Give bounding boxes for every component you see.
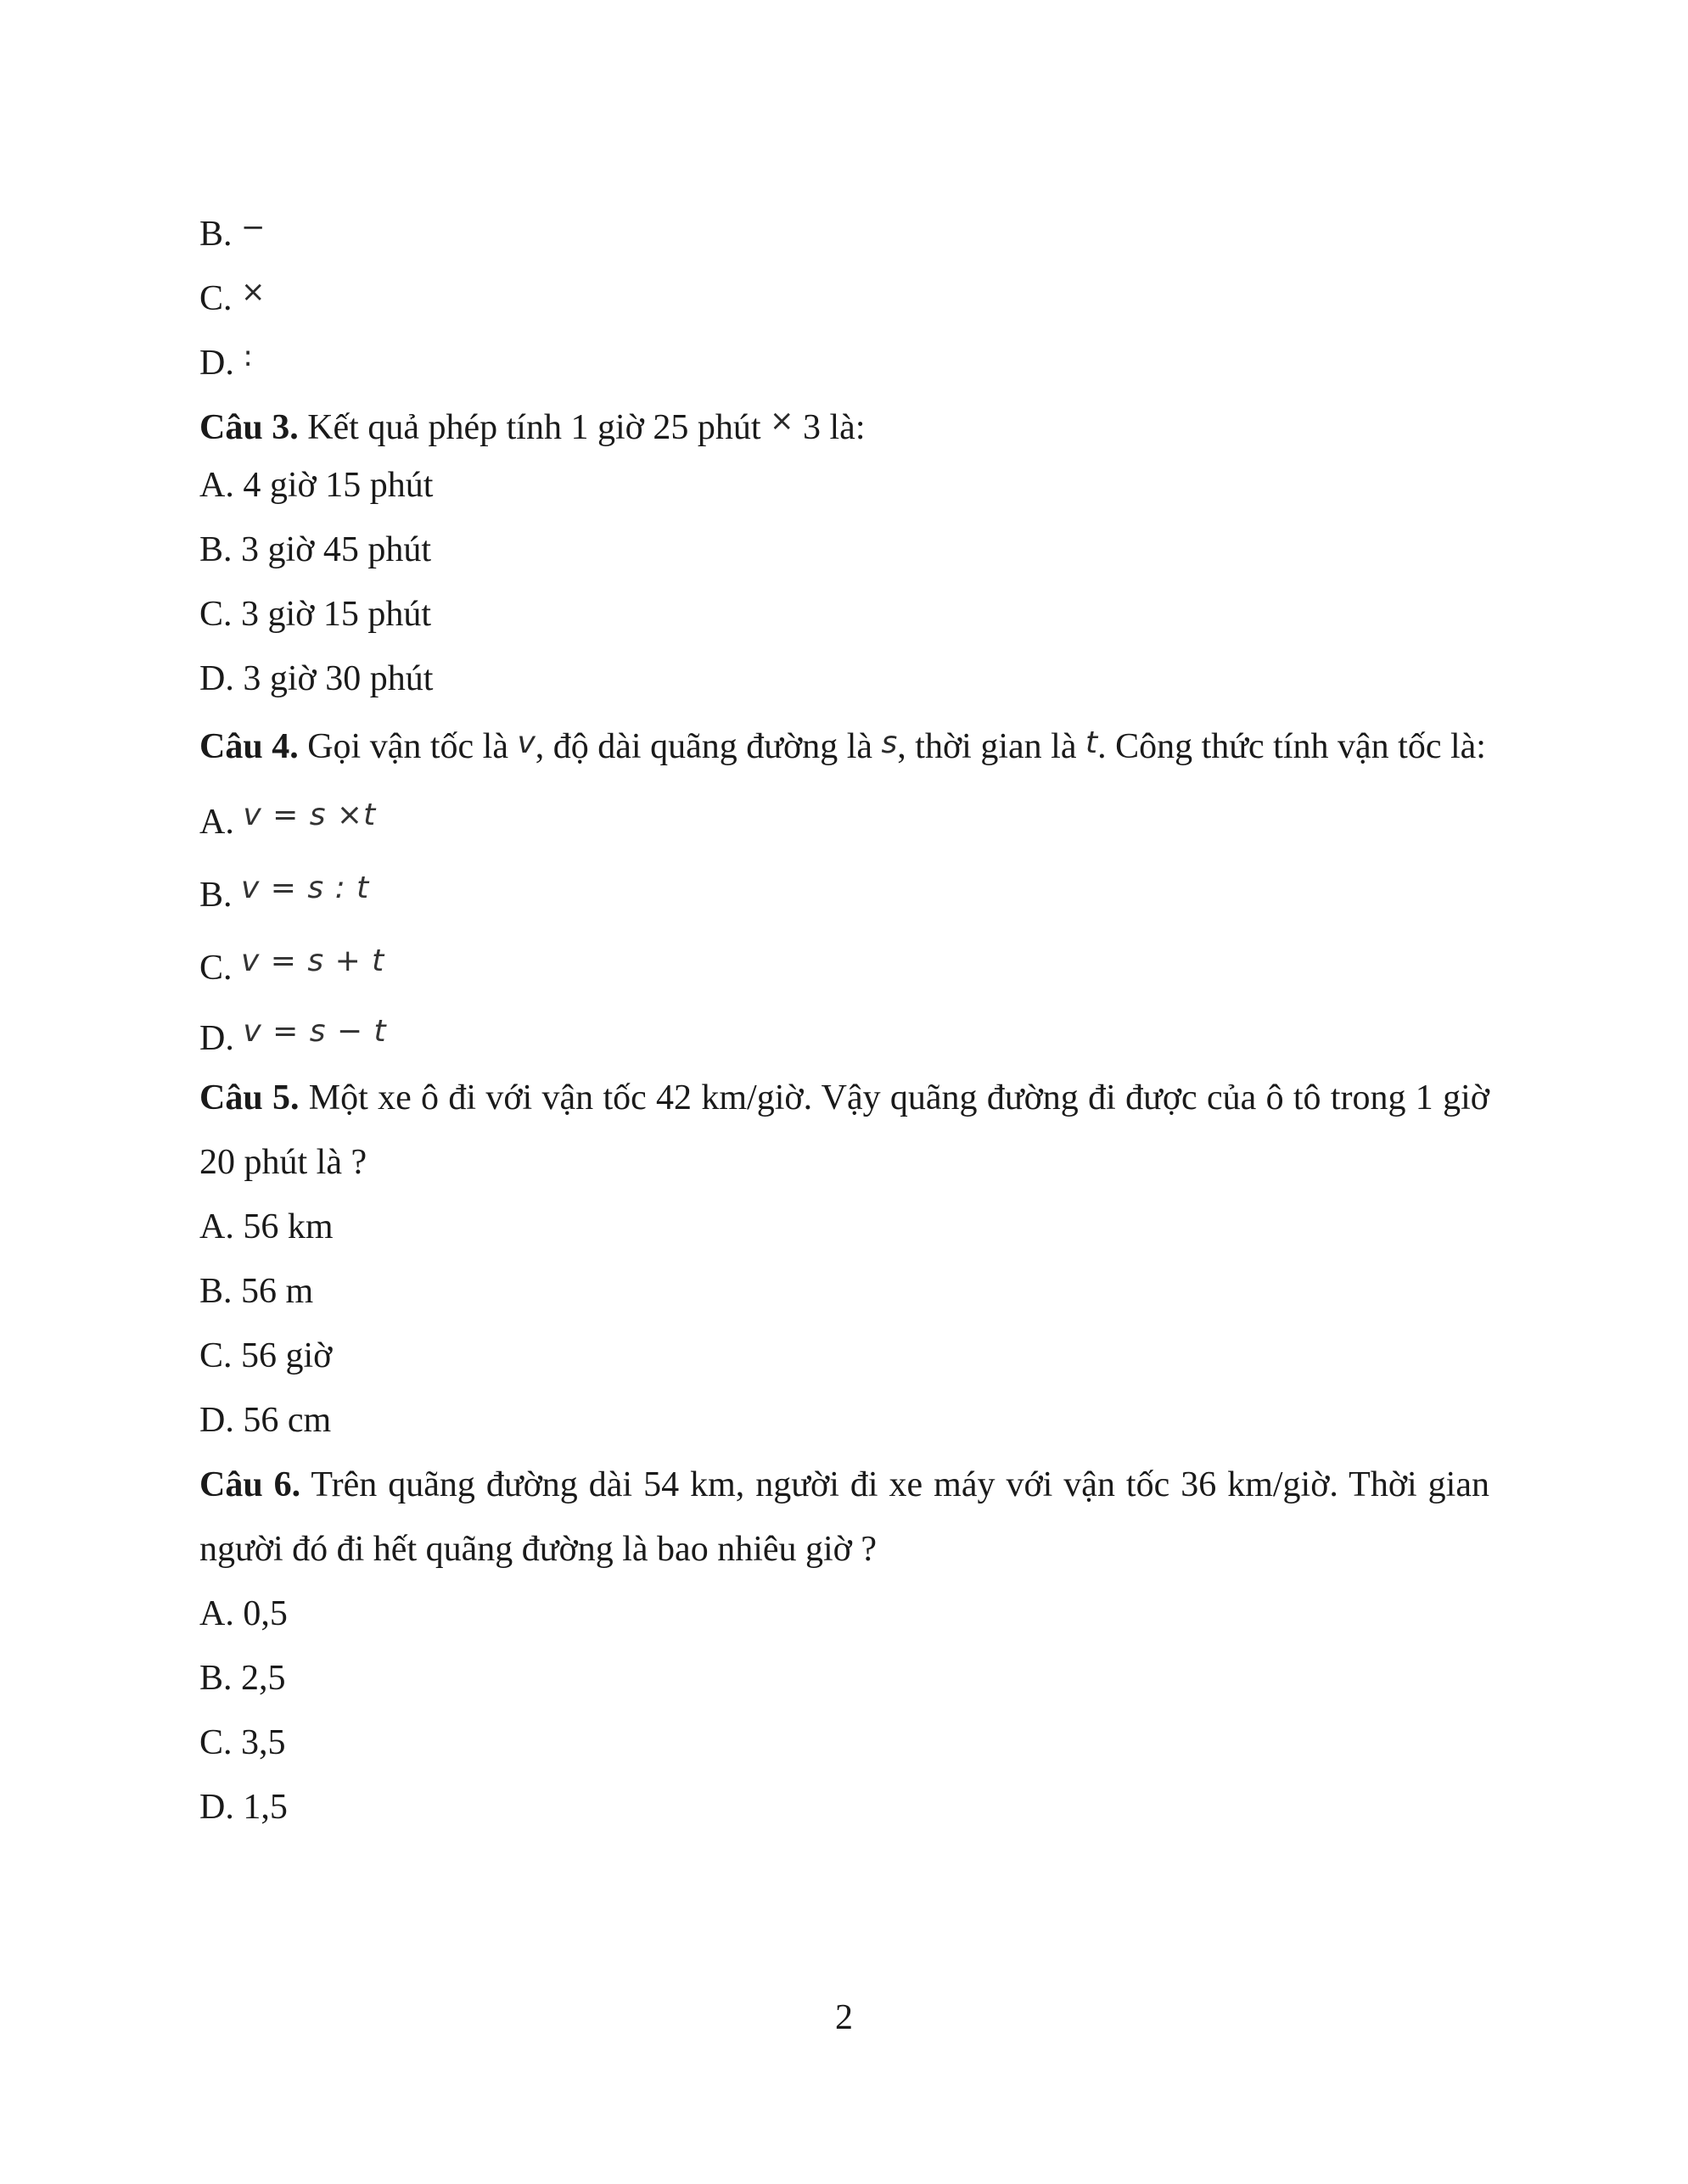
- times-symbol: ×: [241, 275, 266, 309]
- q4-option-d: [199, 998, 1489, 1066]
- q3-text-before: Kết quả phép tính 1 giờ 25 phút: [298, 408, 771, 447]
- q2-option-b: [199, 195, 1489, 260]
- q5-option-d: D. 56 cm: [199, 1401, 332, 1440]
- q3-label: Câu 3.: [199, 408, 299, 447]
- formula-c: v = s + t: [241, 944, 385, 978]
- q3-text-after: 3 là:: [794, 408, 866, 447]
- q4-option-a-label: A.: [199, 803, 234, 842]
- minus-symbol: −: [241, 210, 266, 244]
- q2-option-d-label: D.: [199, 344, 234, 383]
- var-v: v: [517, 725, 536, 760]
- var-t: t: [1085, 725, 1098, 760]
- q3-option-d: D. 3 giờ 30 phút: [199, 659, 434, 698]
- q6-option-d: D. 1,5: [199, 1788, 288, 1827]
- q5-option-c: C. 56 giờ: [199, 1336, 333, 1375]
- q5-option-a: A. 56 km: [199, 1207, 334, 1246]
- q4-option-a: [199, 779, 1489, 852]
- q5-option-b: B. 56 m: [199, 1272, 314, 1311]
- q3-option-b: B. 3 giờ 45 phút: [199, 530, 432, 569]
- q6-option-a: A. 0,5: [199, 1594, 288, 1633]
- divide-symbol: :: [243, 339, 253, 373]
- q5-question: [199, 1066, 1489, 1195]
- q4-option-c: [199, 925, 1489, 998]
- q2-option-d: [199, 324, 1489, 389]
- q2-option-b-label: B.: [199, 215, 233, 254]
- times-symbol: ×: [770, 404, 794, 438]
- q6-option-c: C. 3,5: [199, 1723, 286, 1762]
- q6-question: [199, 1453, 1489, 1582]
- q3-question: [199, 389, 1489, 453]
- q2-option-c-label: C.: [199, 279, 233, 318]
- q6-label: Câu 6.: [199, 1465, 301, 1504]
- formula-b: v = s : t: [241, 871, 370, 905]
- document-page: [199, 195, 1489, 1840]
- q5-text: Một xe ô đi với vận tốc 42 km/giờ. Vậy quãng đường đi được của ô tô trong 1 giờ 20 phút là ?: [199, 1078, 1489, 1182]
- q4-text-4: . Công thức tính vận tốc là:: [1097, 727, 1486, 766]
- q2-option-c: [199, 260, 1489, 324]
- q4-option-c-label: C.: [199, 949, 233, 988]
- q6-text: Trên quãng đường dài 54 km, người đi xe máy với vận tốc 36 km/giờ. Thời gian người đó đi hết quãng đường là bao nhiêu giờ ?: [199, 1465, 1489, 1569]
- q4-text-1: Gọi vận tốc là: [298, 727, 518, 766]
- formula-a: v = s ×t: [243, 798, 377, 832]
- q4-text-3: , thời gian là: [897, 727, 1085, 766]
- page-number: 2: [835, 1998, 853, 2037]
- q5-label: Câu 5.: [199, 1078, 300, 1117]
- q4-option-b: [199, 852, 1489, 925]
- var-s: s: [881, 725, 898, 760]
- q3-option-a: A. 4 giờ 15 phút: [199, 466, 434, 505]
- q4-option-d-label: D.: [199, 1019, 234, 1058]
- formula-d: v = s − t: [243, 1014, 387, 1049]
- q6-option-b: B. 2,5: [199, 1659, 286, 1698]
- q4-label: Câu 4.: [199, 727, 299, 766]
- q4-question: [199, 711, 1489, 779]
- q3-option-c: C. 3 giờ 15 phút: [199, 595, 432, 634]
- q4-text-2: , độ dài quãng đường là: [535, 727, 882, 766]
- q4-option-b-label: B.: [199, 876, 233, 915]
